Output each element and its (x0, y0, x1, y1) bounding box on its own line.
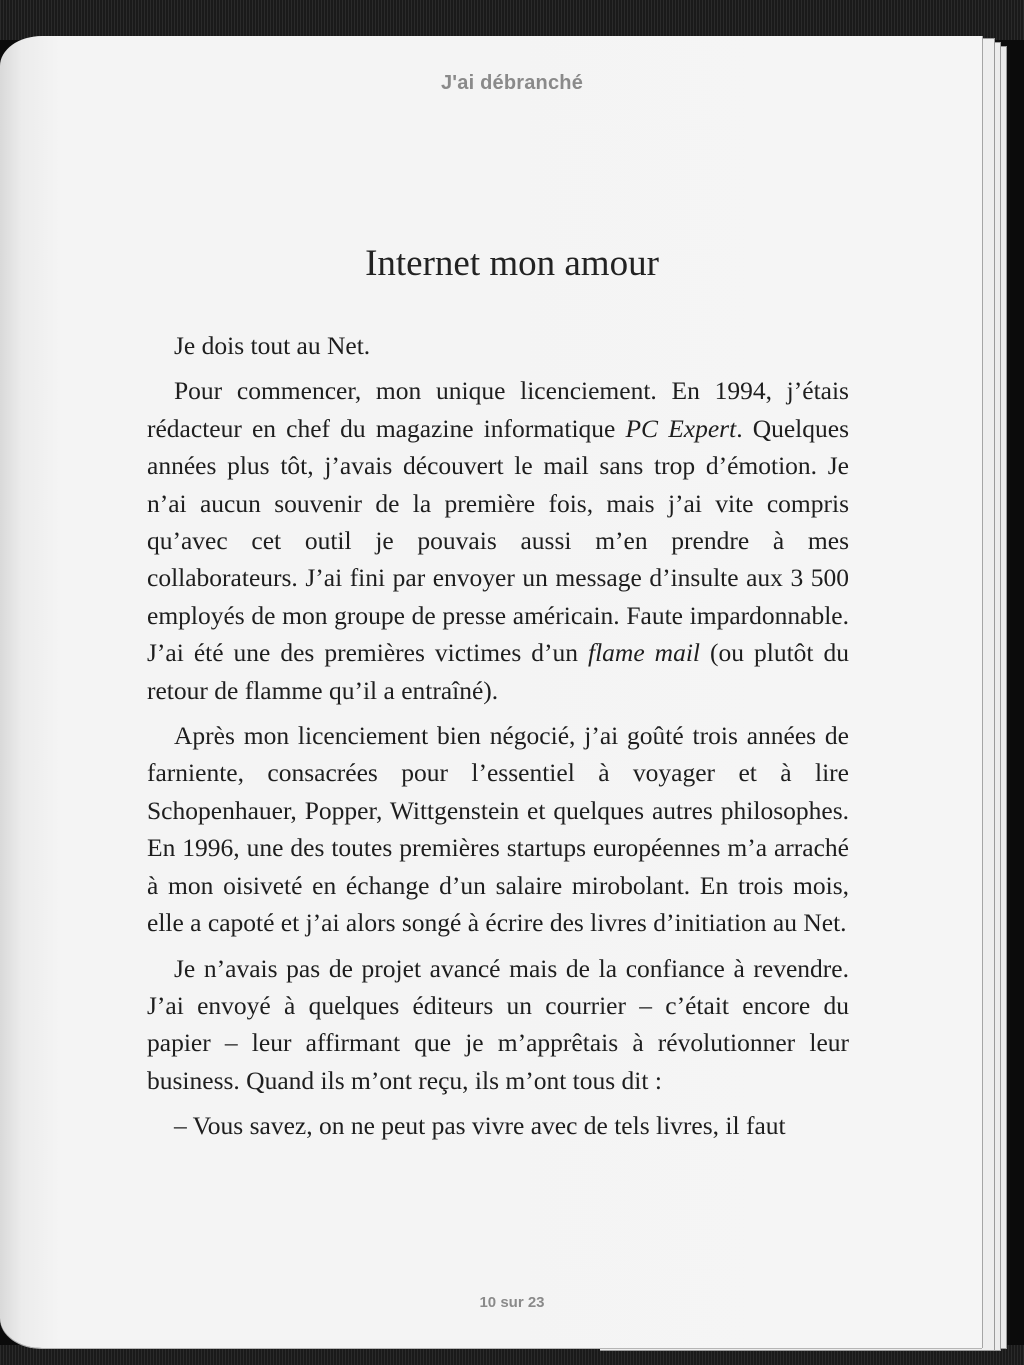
text-span: . Quelques années plus tôt, j’avais découvert le mail sans trop d’émotion. Je n’ai aucun souvenir de la première fois, mais j’ai vite compris qu’avec cet outil je pouvais aussi m’en prendre à mes collaborateurs. J’ai fini par envoyer un message d’insulte aux 3 500 employés de mon groupe de presse américain. Faute impardonnable. J’ai été une des premières victimes d’un (147, 413, 850, 668)
text-span: (ou plutôt du retour de flamme qu’il a entraîné). (147, 638, 850, 705)
text-span: – Vous savez, on ne peut pas vivre avec de tels livres, il faut (174, 1111, 786, 1141)
body-paragraph (147, 1107, 849, 1144)
italic-text-span: flame mail (588, 638, 701, 668)
body-paragraph (147, 327, 849, 364)
body-paragraph (147, 717, 849, 941)
text-span: Je dois tout au Net. (174, 331, 371, 360)
top-bezel (0, 0, 1024, 40)
body-text (147, 327, 849, 1153)
running-head-title: J'ai débranché (440, 72, 584, 94)
page-counter: 10 sur 23 (479, 1294, 545, 1311)
chapter-title: Internet mon amour (365, 243, 659, 284)
text-span: Je n’avais pas de projet avancé mais de la confiance à revendre. J’ai envoyé à quelques éditeurs un courrier – c’était encore du papier – leur affirmant que je m’apprêtais à révolutionner leur business. Quand ils m’ont reçu, ils m’ont tous dit : (147, 953, 849, 1095)
body-paragraph (147, 372, 849, 709)
text-span: Pour commencer, mon unique licenciement. En 1994, j’étais rédacteur en chef du magazine informatique (147, 376, 849, 443)
body-paragraph (147, 950, 849, 1100)
italic-text-span: PC Expert (625, 413, 737, 443)
text-span: Après mon licenciement bien négocié, j’ai goûté trois années de farniente, consacrées pour l’essentiel à voyager et à lire Schopenhauer, Popper, Wittgenstein et quelques autres philosophes. En 1996, une des toutes premières startups européennes m’a arraché à mon oisiveté en échange d’un salaire mirobolant. En trois mois, elle a capoté et j’ai alors songé à écrire des livres d’initiation au Net. (147, 721, 849, 938)
